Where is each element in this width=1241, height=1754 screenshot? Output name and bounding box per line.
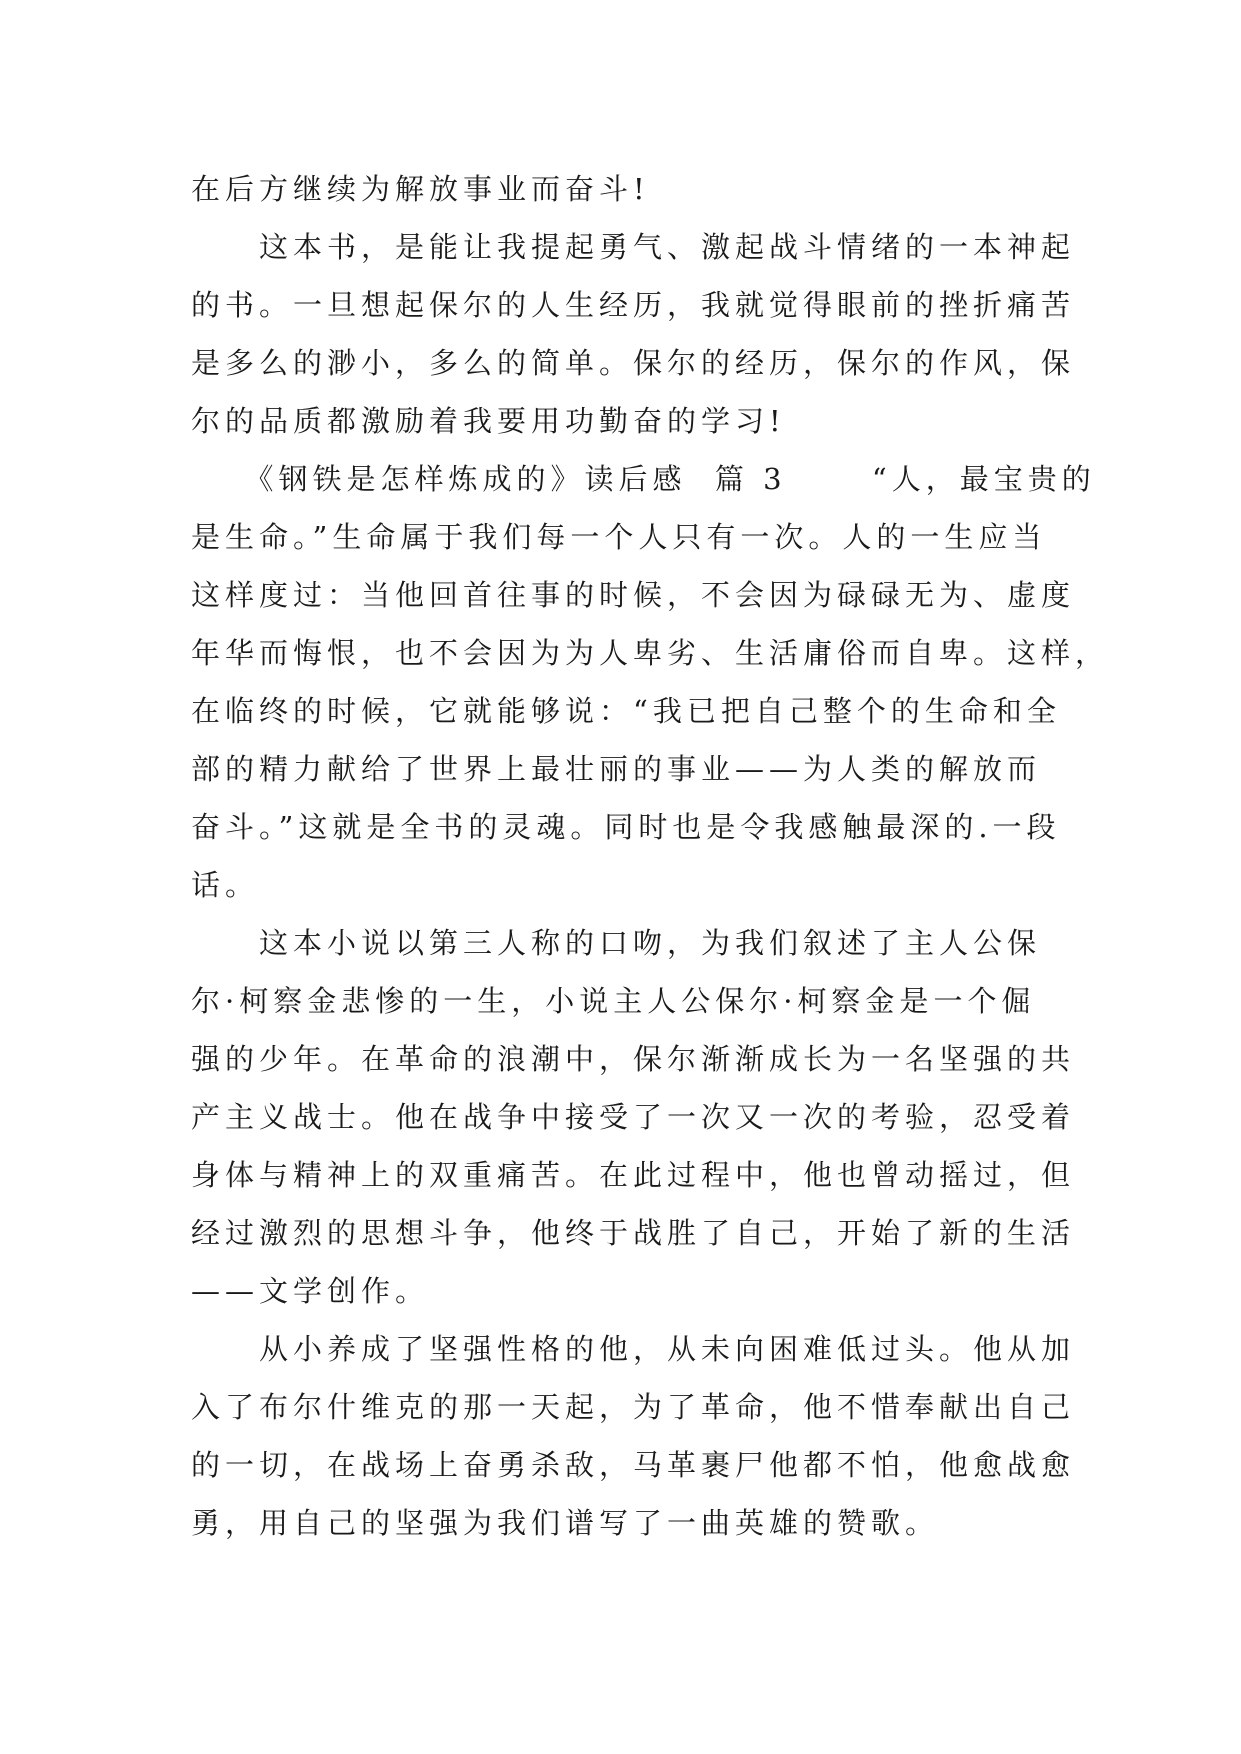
- text-line: 年华而悔恨，也不会因为为人卑劣、生活庸俗而自卑。这样，: [191, 636, 1110, 670]
- text-line: 是多么的渺小，多么的简单。保尔的经历，保尔的作风，保: [191, 346, 1076, 380]
- document-body: [191, 160, 1110, 1552]
- text-line: 这本小说以第三人称的口吻，为我们叙述了主人公保: [191, 926, 1042, 960]
- text-line: 在后方继续为解放事业而奋斗!: [191, 172, 650, 206]
- text-line: 尔·柯察金悲惨的一生，小说主人公保尔·柯察金是一个倔: [191, 984, 1036, 1018]
- text-line: 这本书，是能让我提起勇气、激起战斗情绪的一本神起: [191, 230, 1076, 264]
- text-line: 奋斗。”这就是全书的灵魂。同时也是令我感触最深的.一段: [191, 810, 1061, 844]
- text-line: 尔的品质都激励着我要用功勤奋的学习!: [191, 404, 786, 438]
- text-line: 产主义战士。他在战争中接受了一次又一次的考验，忍受着: [191, 1100, 1076, 1134]
- text-line: 身体与精神上的双重痛苦。在此过程中，他也曾动摇过，但: [191, 1158, 1076, 1192]
- text-line: 的书。一旦想起保尔的人生经历，我就觉得眼前的挫折痛苦: [191, 288, 1076, 322]
- text-line: 是生命。”生命属于我们每一个人只有一次。人的一生应当: [191, 520, 1047, 554]
- text-line: 经过激烈的思想斗争，他终于战胜了自己，开始了新的生活: [191, 1216, 1076, 1250]
- text-line: ——文学创作。: [191, 1274, 430, 1308]
- text-line: 话。: [191, 868, 260, 902]
- text-line: 部的精力献给了世界上最壮丽的事业——为人类的解放而: [191, 752, 1042, 786]
- text-line: 《钢铁是怎样炼成的》读后感 篇 3 “人，最宝贵的: [191, 462, 1096, 496]
- text-line: 的一切，在战场上奋勇杀敌，马革裹尸他都不怕，他愈战愈: [191, 1448, 1076, 1482]
- text-line: 勇，用自己的坚强为我们谱写了一曲英雄的赞歌。: [191, 1506, 940, 1540]
- text-line: 强的少年。在革命的浪潮中，保尔渐渐成长为一名坚强的共: [191, 1042, 1076, 1076]
- text-line: 这样度过：当他回首往事的时候，不会因为碌碌无为、虚度: [191, 578, 1076, 612]
- text-line: 在临终的时候，它就能够说：“我已把自己整个的生命和全: [191, 694, 1061, 728]
- text-line: 从小养成了坚强性格的他，从未向困难低过头。他从加: [191, 1332, 1076, 1366]
- text-line: 入了布尔什维克的那一天起，为了革命，他不惜奉献出自己: [191, 1390, 1076, 1424]
